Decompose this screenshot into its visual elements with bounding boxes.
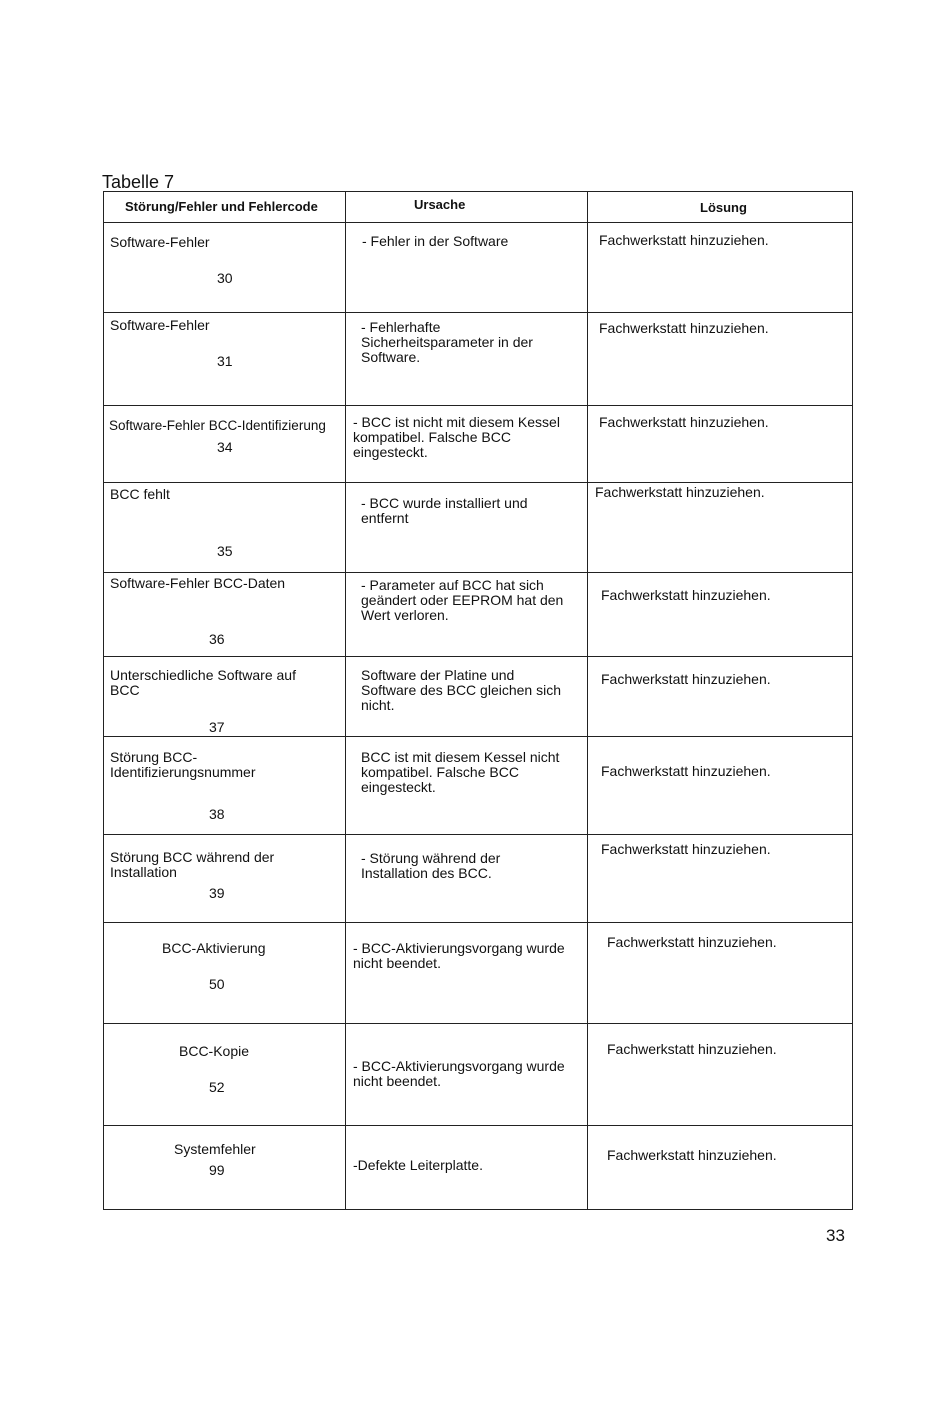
fault-cell <box>104 573 346 657</box>
cause-cell <box>346 573 588 657</box>
fault-cell <box>104 313 346 406</box>
cause-cell <box>346 737 588 835</box>
solution-cell <box>588 1024 853 1126</box>
cause-text: - Fehler in der Software <box>362 233 509 249</box>
fault-cell <box>104 923 346 1024</box>
fault-cell <box>104 223 346 313</box>
fault-label: Software-Fehler BCC-Identifizierung <box>109 418 326 433</box>
cause-cell <box>346 483 588 573</box>
table-row <box>104 1126 853 1210</box>
fault-code: 52 <box>209 1079 225 1095</box>
solution-cell <box>588 1126 853 1210</box>
fault-code: 35 <box>217 543 233 559</box>
fault-code: 39 <box>209 885 225 901</box>
solution-text: Fachwerkstatt hinzuziehen. <box>599 320 769 336</box>
fault-code: 34 <box>217 439 233 455</box>
cause-cell <box>346 657 588 737</box>
fault-cell <box>104 835 346 923</box>
cause-cell <box>346 923 588 1024</box>
solution-text: Fachwerkstatt hinzuziehen. <box>601 587 771 603</box>
solution-cell <box>588 573 853 657</box>
fault-label: Software-Fehler <box>110 317 210 333</box>
cause-text: - BCC-Aktivierungsvorgang wurde nicht beendet. <box>353 940 565 971</box>
header-solution <box>588 192 853 223</box>
page-number: 33 <box>826 1226 845 1245</box>
solution-text: Fachwerkstatt hinzuziehen. <box>599 414 769 430</box>
cause-cell <box>346 835 588 923</box>
fault-cell <box>104 737 346 835</box>
fault-label: Störung BCC- Identifizierungsnummer <box>110 749 256 780</box>
solution-cell <box>588 657 853 737</box>
fault-code: 99 <box>209 1162 225 1178</box>
table-row <box>104 313 853 406</box>
table-caption: Tabelle 7 <box>102 172 175 192</box>
table-row <box>104 406 853 483</box>
solution-text: Fachwerkstatt hinzuziehen. <box>601 671 771 687</box>
fault-code: 37 <box>209 719 225 735</box>
cause-text: - Fehlerhafte Sicherheitsparameter in der Software. <box>361 319 533 365</box>
solution-text: Fachwerkstatt hinzuziehen. <box>607 1041 777 1057</box>
fault-label: BCC-Aktivierung <box>162 940 266 956</box>
cause-cell <box>346 313 588 406</box>
fault-code: 30 <box>217 270 233 286</box>
header-fault-label: Störung/Fehler und Fehlercode <box>125 199 318 214</box>
table-row <box>104 1024 853 1126</box>
header-solution-label: Lösung <box>700 200 747 215</box>
fault-cell <box>104 1126 346 1210</box>
cause-text: - BCC ist nicht mit diesem Kessel kompatibel. Falsche BCC eingesteckt. <box>353 414 560 460</box>
cause-text: BCC ist mit diesem Kessel nicht kompatibel. Falsche BCC eingesteckt. <box>361 749 560 795</box>
fault-table <box>103 191 853 1210</box>
solution-text: Fachwerkstatt hinzuziehen. <box>599 232 769 248</box>
cause-cell <box>346 1126 588 1210</box>
solution-text: Fachwerkstatt hinzuziehen. <box>607 1147 777 1163</box>
fault-cell <box>104 406 346 483</box>
cause-cell <box>346 406 588 483</box>
header-fault <box>104 192 346 223</box>
table-row <box>104 223 853 313</box>
header-cause-label: Ursache <box>414 197 466 212</box>
header-cause <box>346 192 588 223</box>
fault-cell <box>104 657 346 737</box>
fault-code: 31 <box>217 353 233 369</box>
fault-label: Unterschiedliche Software auf BCC <box>110 667 296 698</box>
table-row <box>104 657 853 737</box>
solution-text: Fachwerkstatt hinzuziehen. <box>601 763 771 779</box>
fault-label: Systemfehler <box>174 1141 256 1157</box>
cause-cell <box>346 223 588 313</box>
fault-label: BCC fehlt <box>110 486 170 502</box>
solution-cell <box>588 406 853 483</box>
fault-label: Störung BCC während der Installation <box>110 849 275 880</box>
table-row <box>104 835 853 923</box>
solution-cell <box>588 737 853 835</box>
cause-text: Software der Platine und Software des BCC gleichen sich nicht. <box>361 667 561 713</box>
fault-label: Software-Fehler BCC-Daten <box>110 575 286 591</box>
cause-text: -Defekte Leiterplatte. <box>353 1157 483 1173</box>
fault-cell <box>104 1024 346 1126</box>
solution-text: Fachwerkstatt hinzuziehen. <box>595 484 765 500</box>
cause-text: - Störung während der Installation des BCC. <box>361 850 501 881</box>
solution-cell <box>588 923 853 1024</box>
cause-text: - BCC wurde installiert und entfernt <box>361 495 528 526</box>
solution-cell <box>588 223 853 313</box>
solution-cell <box>588 483 853 573</box>
table-row <box>104 737 853 835</box>
fault-code: 36 <box>209 631 225 647</box>
fault-label: Software-Fehler <box>110 234 210 250</box>
fault-label: BCC-Kopie <box>179 1043 250 1059</box>
solution-cell <box>588 835 853 923</box>
table-row <box>104 483 853 573</box>
table-row <box>104 573 853 657</box>
solution-cell <box>588 313 853 406</box>
table-row <box>104 923 853 1024</box>
fault-code: 50 <box>209 976 225 992</box>
cause-text: - BCC-Aktivierungsvorgang wurde nicht beendet. <box>353 1058 565 1089</box>
fault-code: 38 <box>209 806 225 822</box>
fault-cell <box>104 483 346 573</box>
cause-text: - Parameter auf BCC hat sich geändert oder EEPROM hat den Wert verloren. <box>361 577 564 623</box>
cause-cell <box>346 1024 588 1126</box>
solution-text: Fachwerkstatt hinzuziehen. <box>601 841 771 857</box>
header-row <box>104 192 853 223</box>
solution-text: Fachwerkstatt hinzuziehen. <box>607 934 777 950</box>
